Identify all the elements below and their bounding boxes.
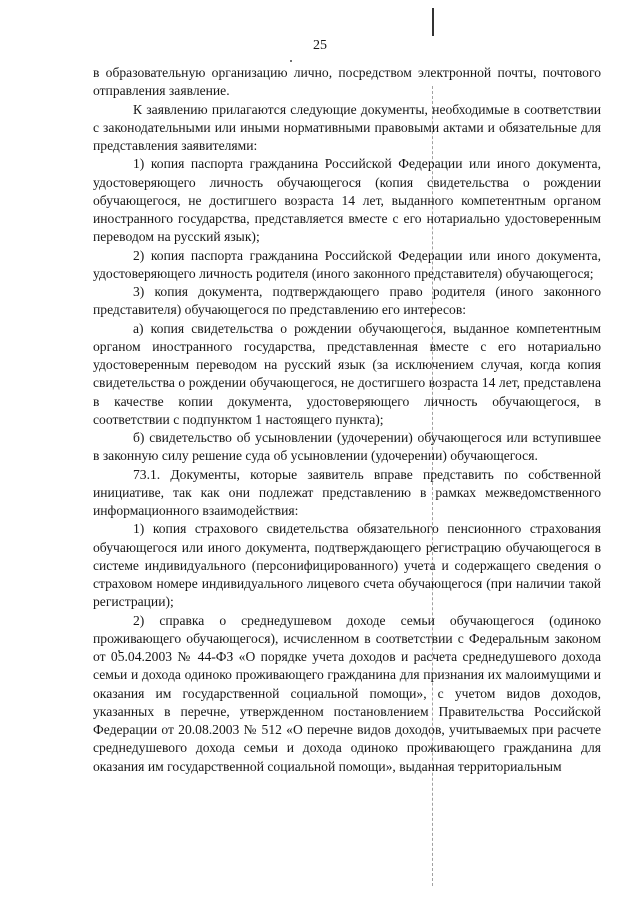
scan-artifact-line: [432, 8, 434, 36]
paragraph: б) свидетельство об усыновлении (удочерении) обучающегося или вступившее в законную силу решение суда об усыновлении (удочерении) обучающегося.: [93, 430, 601, 464]
paragraph: а) копия свидетельства о рождении обучающегося, выданное компетентным органом иностранного государства, представленная вместе с его нотариально удостоверенным переводом на русский язык (за исключением случая, когда копия свидетельства о рождении обучающегося, не достигшего возраста 14 лет, представлена в качестве копии документа, удостоверяющего личность обучающегося, в соответствии с подпунктом 1 настоящего пункта);: [93, 320, 601, 427]
paragraph: 2) справка о среднедушевом доходе семьи обучающегося (одиноко проживающего обучающегося), исчисленном в соответствии с Федеральным законом от 05.04.2003 № 44-ФЗ «О порядке учета доходов и расчета среднедушевого дохода семьи и дохода одиноко проживающего гражданина для признания их малоимущими и оказания им государственной социальной помощи», с учетом видов доходов, указанных в перечне, утвержденном постановлением Правительства Российской Федерации от 20.08.2003 № 512 «О перечне видов доходов, учитываемых при расчете среднедушевого дохода семьи и дохода одиноко проживающего гражданина для оказания им государственной социальной помощи», выданная территориальным: [93, 612, 601, 774]
paragraph: 73.1. Документы, которые заявитель вправе представить по собственной инициативе, так как они подлежат представлению в рамках межведомственного информационного взаимодействия:: [93, 466, 601, 518]
paragraph: 1) копия страхового свидетельства обязательного пенсионного страхования обучающегося или иного документа, подтверждающего регистрацию обучающегося в системе индивидуального (персонифицированного) учета и содержащего сведения о страховом номере индивидуального лицевого счета обучающегося (при наличии такой регистрации);: [93, 521, 601, 610]
paragraph: 3) копия документа, подтверждающего право родителя (иного законного представителя) обучающегося по представлению его интересов:: [93, 284, 601, 318]
paragraph: 1) копия паспорта гражданина Российской Федерации или иного документа, удостоверяющего личность обучающегося (копия свидетельства о рождении обучающегося, не достигшего возраста 14 лет, выданного компетентным органом иностранного государства, представляется вместе с его нотариально удостоверенным переводом на русский язык);: [93, 156, 601, 245]
page-number: 25: [313, 38, 327, 53]
scan-speck: [290, 60, 292, 62]
document-body: [93, 64, 601, 776]
paragraph: в образовательную организацию лично, посредством электронной почты, почтового отправления заявление.: [93, 65, 601, 99]
paragraph: К заявлению прилагаются следующие документы, необходимые в соответствии с законодательными или иными нормативными правовыми актами и обязательные для представления заявителями:: [93, 101, 601, 153]
paragraph: 2) копия паспорта гражданина Российской Федерации или иного документа, удостоверяющего личность родителя (иного законного представителя) обучающегося;: [93, 247, 601, 281]
